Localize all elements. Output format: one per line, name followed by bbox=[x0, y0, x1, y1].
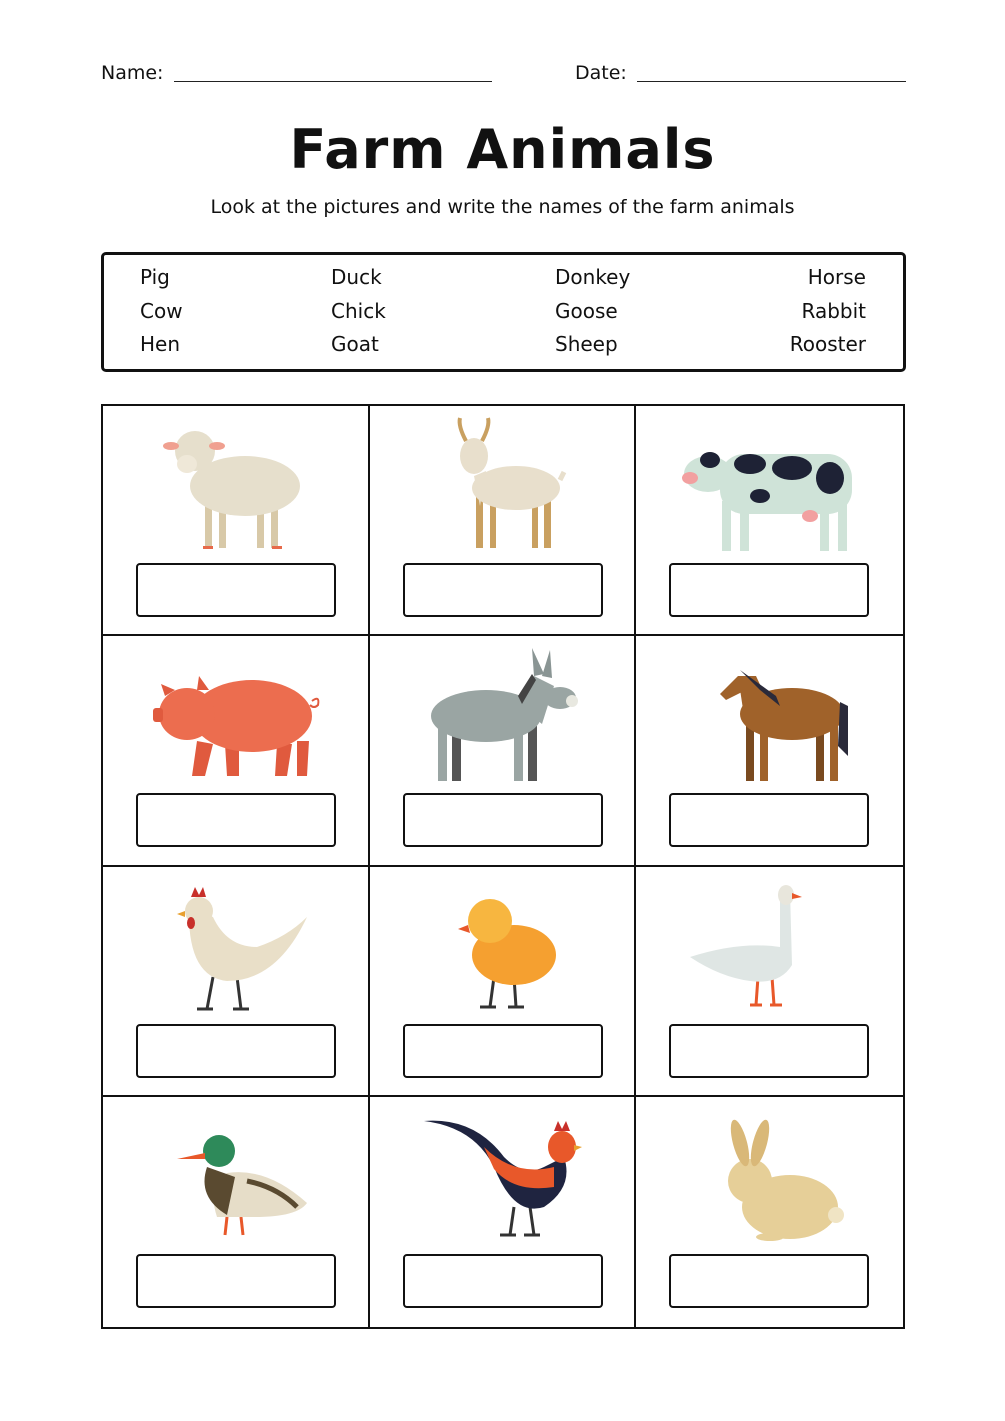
animal-cell bbox=[636, 867, 903, 1097]
animal-grid bbox=[101, 404, 905, 1329]
rooster-icon bbox=[414, 1107, 594, 1247]
answer-box[interactable] bbox=[136, 1254, 336, 1308]
word: Rabbit bbox=[801, 299, 866, 323]
date-label: Date: bbox=[575, 62, 627, 84]
answer-box[interactable] bbox=[669, 1024, 869, 1078]
word: Rooster bbox=[789, 332, 866, 356]
animal-cell bbox=[103, 636, 370, 866]
animal-cell bbox=[103, 406, 370, 636]
name-field[interactable] bbox=[174, 81, 492, 82]
sheep-icon bbox=[147, 416, 327, 556]
answer-box[interactable] bbox=[403, 563, 603, 617]
name-label: Name: bbox=[101, 62, 164, 84]
answer-box[interactable] bbox=[136, 563, 336, 617]
word: Goose bbox=[555, 299, 618, 323]
donkey-icon bbox=[414, 646, 594, 786]
answer-box[interactable] bbox=[669, 1254, 869, 1308]
cow-icon bbox=[680, 416, 860, 556]
animal-cell bbox=[370, 406, 637, 636]
word: Donkey bbox=[555, 265, 631, 289]
answer-box[interactable] bbox=[403, 793, 603, 847]
animal-cell bbox=[370, 1097, 637, 1327]
word: Pig bbox=[140, 265, 170, 289]
word: Chick bbox=[331, 299, 386, 323]
animal-cell bbox=[370, 867, 637, 1097]
word-bank bbox=[101, 252, 906, 372]
chick-icon bbox=[414, 877, 594, 1017]
word: Duck bbox=[331, 265, 382, 289]
goat-icon bbox=[414, 416, 594, 556]
duck-icon bbox=[147, 1107, 327, 1247]
word: Sheep bbox=[555, 332, 618, 356]
word: Goat bbox=[331, 332, 379, 356]
word: Horse bbox=[807, 265, 866, 289]
animal-cell bbox=[636, 636, 903, 866]
answer-box[interactable] bbox=[669, 563, 869, 617]
word: Hen bbox=[140, 332, 181, 356]
answer-box[interactable] bbox=[136, 793, 336, 847]
animal-cell bbox=[636, 406, 903, 636]
hen-icon bbox=[147, 877, 327, 1017]
animal-cell bbox=[370, 636, 637, 866]
animal-cell bbox=[103, 867, 370, 1097]
animal-cell bbox=[103, 1097, 370, 1327]
answer-box[interactable] bbox=[669, 793, 869, 847]
date-field[interactable] bbox=[637, 81, 906, 82]
answer-box[interactable] bbox=[136, 1024, 336, 1078]
answer-box[interactable] bbox=[403, 1254, 603, 1308]
rabbit-icon bbox=[680, 1107, 860, 1247]
pig-icon bbox=[147, 646, 327, 786]
page-title: Farm Animals bbox=[289, 118, 716, 181]
horse-icon bbox=[680, 646, 860, 786]
answer-box[interactable] bbox=[403, 1024, 603, 1078]
word: Cow bbox=[140, 299, 183, 323]
instructions: Look at the pictures and write the names of the farm animals bbox=[210, 196, 795, 218]
goose-icon bbox=[680, 877, 860, 1017]
animal-cell bbox=[636, 1097, 903, 1327]
